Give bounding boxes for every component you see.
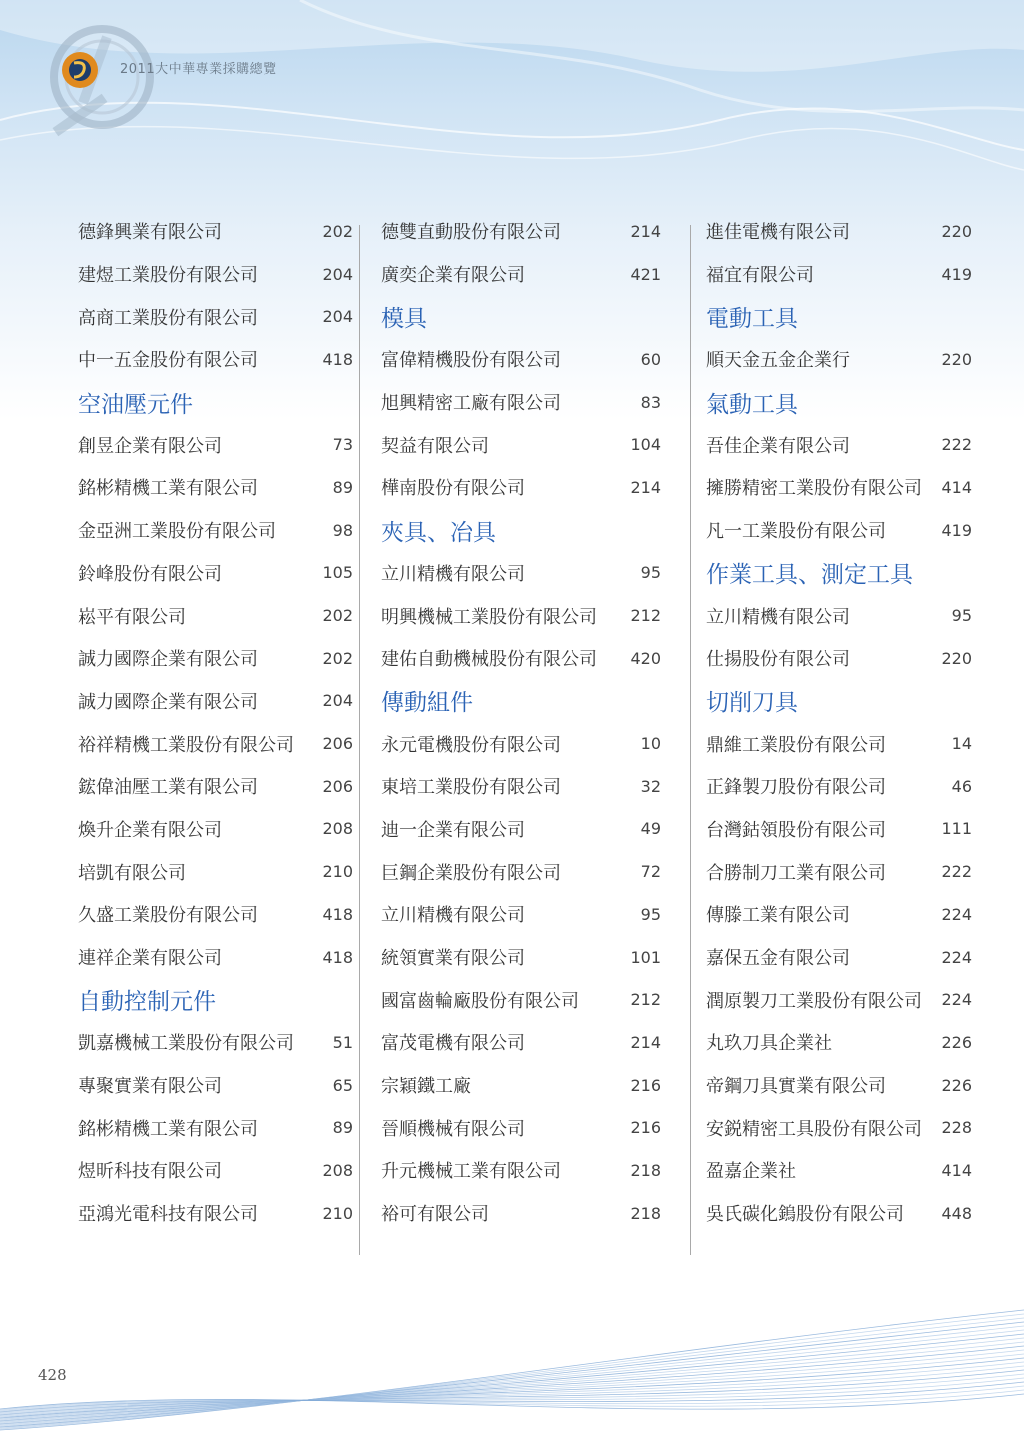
company-name: 安鋭精密工具股份有限公司	[706, 1118, 922, 1140]
index-entry	[381, 423, 661, 466]
page-reference: 49	[640, 819, 661, 839]
index-entry	[381, 594, 661, 637]
footer-wave-line	[0, 1350, 1024, 1420]
index-entry	[381, 722, 661, 765]
index-entry	[78, 295, 353, 338]
company-name: 中一五金股份有限公司	[78, 350, 258, 372]
index-entry	[78, 1106, 353, 1149]
company-name: 盈嘉企業社	[706, 1161, 796, 1183]
page-reference: 14	[951, 734, 972, 754]
page-reference: 105	[322, 563, 353, 583]
page-reference: 89	[332, 477, 353, 497]
page-reference: 421	[630, 264, 661, 284]
index-entry	[706, 466, 972, 509]
index-entry	[706, 936, 972, 979]
index-entry	[78, 552, 353, 595]
company-name: 久盛工業股份有限公司	[78, 905, 258, 927]
page-reference: 228	[941, 1118, 972, 1138]
company-name: 建佑自動機械股份有限公司	[381, 649, 597, 671]
index-entry	[381, 1064, 661, 1107]
company-name: 傳滕工業有限公司	[706, 905, 850, 927]
page-reference: 206	[322, 776, 353, 796]
company-name: 旭興精密工廠有限公司	[381, 393, 561, 415]
index-entry	[706, 893, 972, 936]
index-entry	[78, 1192, 353, 1235]
page-reference: 202	[322, 648, 353, 668]
company-name: 統領實業有限公司	[381, 948, 525, 970]
page-reference: 226	[941, 1032, 972, 1052]
page-reference: 224	[941, 990, 972, 1010]
company-name: 培凱有限公司	[78, 862, 186, 884]
column-divider	[359, 225, 360, 1255]
index-entry	[78, 210, 353, 253]
company-name: 合勝制刀工業有限公司	[706, 862, 886, 884]
page-reference: 218	[630, 1203, 661, 1223]
company-name: 擁勝精密工業股份有限公司	[706, 478, 922, 500]
index-entry	[381, 1192, 661, 1235]
category-heading: 模具	[381, 306, 427, 333]
index-entry	[706, 1192, 972, 1235]
company-name: 進佳電機有限公司	[706, 222, 850, 244]
page-reference: 214	[630, 477, 661, 497]
company-name: 嘉保五金有限公司	[706, 948, 850, 970]
company-name: 崧平有限公司	[78, 606, 186, 628]
index-entry	[706, 722, 972, 765]
index-entry	[381, 1106, 661, 1149]
page-reference: 216	[630, 1118, 661, 1138]
page-reference: 419	[941, 264, 972, 284]
page-reference: 224	[941, 947, 972, 967]
company-name: 銘彬精機工業有限公司	[78, 1118, 258, 1140]
index-entry	[381, 893, 661, 936]
index-entry	[706, 808, 972, 851]
company-name: 國富齒輪廠股份有限公司	[381, 990, 579, 1012]
page-reference: 210	[322, 862, 353, 882]
page-reference: 83	[640, 392, 661, 412]
page-reference: 202	[322, 221, 353, 241]
page-reference: 73	[332, 435, 353, 455]
company-name: 仕揚股份有限公司	[706, 649, 850, 671]
page-reference: 208	[322, 819, 353, 839]
index-entry	[381, 253, 661, 296]
index-entry	[706, 210, 972, 253]
company-name: 台灣鈷領股份有限公司	[706, 819, 886, 841]
page-reference: 46	[951, 776, 972, 796]
index-column-2	[381, 210, 661, 1235]
page-reference: 226	[941, 1075, 972, 1095]
category-heading: 夾具、冶具	[381, 519, 496, 546]
page-reference: 101	[630, 947, 661, 967]
page-reference: 210	[322, 1203, 353, 1223]
index-entry	[78, 722, 353, 765]
page-reference: 32	[640, 776, 661, 796]
index-entry	[706, 253, 972, 296]
page-reference: 420	[630, 648, 661, 668]
company-name: 裕祥精機工業股份有限公司	[78, 734, 294, 756]
index-entry	[706, 594, 972, 637]
page-reference: 95	[640, 563, 661, 583]
page-reference: 418	[322, 349, 353, 369]
index-entry	[706, 978, 972, 1021]
page-reference: 218	[630, 1160, 661, 1180]
category-heading: 傳動組件	[381, 690, 473, 717]
company-name: 立川精機有限公司	[381, 905, 525, 927]
company-name: 立川精機有限公司	[381, 563, 525, 585]
page-reference: 111	[941, 819, 972, 839]
company-name: 專聚實業有限公司	[78, 1076, 222, 1098]
company-name: 鼎維工業股份有限公司	[706, 734, 886, 756]
page-reference: 448	[941, 1203, 972, 1223]
index-entry	[78, 936, 353, 979]
index-entry	[381, 466, 661, 509]
category-heading: 氣動工具	[706, 391, 798, 418]
page-reference: 10	[640, 734, 661, 754]
company-name: 誠力國際企業有限公司	[78, 691, 258, 713]
company-name: 契益有限公司	[381, 435, 489, 457]
index-entry	[78, 1149, 353, 1192]
index-entry	[78, 680, 353, 723]
index-entry	[706, 338, 972, 381]
index-entry	[78, 253, 353, 296]
page-reference: 222	[941, 435, 972, 455]
category-heading: 空油壓元件	[78, 391, 193, 418]
company-name: 富茂電機有限公司	[381, 1033, 525, 1055]
index-entry	[381, 381, 661, 424]
index-entry	[381, 637, 661, 680]
page-reference: 220	[941, 648, 972, 668]
company-name: 連祥企業有限公司	[78, 948, 222, 970]
page-reference: 208	[322, 1160, 353, 1180]
category-heading: 電動工具	[706, 306, 798, 333]
index-entry	[78, 338, 353, 381]
page-reference: 51	[332, 1032, 353, 1052]
page-reference: 214	[630, 1032, 661, 1052]
company-name: 創昱企業有限公司	[78, 435, 222, 457]
footer-wave-decoration	[0, 1290, 1024, 1437]
company-name: 東培工業股份有限公司	[381, 777, 561, 799]
page-reference: 206	[322, 734, 353, 754]
index-entry	[381, 850, 661, 893]
company-name: 煜昕科技有限公司	[78, 1161, 222, 1183]
company-name: 建煜工業股份有限公司	[78, 265, 258, 287]
category-heading: 自動控制元件	[78, 989, 216, 1016]
company-name: 富偉精機股份有限公司	[381, 350, 561, 372]
index-entry	[78, 1064, 353, 1107]
index-entry	[706, 423, 972, 466]
index-entry	[78, 1021, 353, 1064]
page-reference: 419	[941, 520, 972, 540]
index-entry	[78, 423, 353, 466]
index-entry	[381, 338, 661, 381]
index-entry	[381, 1021, 661, 1064]
company-name: 廣奕企業有限公司	[381, 265, 525, 287]
column-divider	[690, 225, 691, 1255]
publication-title: 2011大中華專業採購總覽	[120, 62, 277, 77]
company-name: 巨鋼企業股份有限公司	[381, 862, 561, 884]
index-entry	[381, 210, 661, 253]
index-entry	[706, 637, 972, 680]
company-name: 德雙直動股份有限公司	[381, 222, 561, 244]
index-column-1	[78, 210, 353, 1235]
index-entry	[78, 466, 353, 509]
gear-wrench-logo-icon	[30, 15, 160, 145]
company-name: 宗穎鐵工廠	[381, 1076, 471, 1098]
company-name: 凱嘉機械工業股份有限公司	[78, 1033, 294, 1055]
page-reference: 104	[630, 435, 661, 455]
company-name: 吳氏碳化鎢股份有限公司	[706, 1204, 904, 1226]
index-entry	[381, 765, 661, 808]
index-entry	[706, 850, 972, 893]
page-number: 428	[38, 1366, 67, 1384]
page-reference: 220	[941, 221, 972, 241]
page-reference: 95	[951, 606, 972, 626]
index-entry	[706, 1021, 972, 1064]
company-name: 亞鴻光電科技有限公司	[78, 1204, 258, 1226]
company-name: 金亞洲工業股份有限公司	[78, 521, 276, 543]
index-entry	[78, 594, 353, 637]
company-name: 丸玖刀具企業社	[706, 1033, 832, 1055]
company-name: 高商工業股份有限公司	[78, 307, 258, 329]
page-reference: 418	[322, 947, 353, 967]
company-name: 鈴峰股份有限公司	[78, 563, 222, 585]
index-entry	[78, 765, 353, 808]
company-name: 帝鋼刀具實業有限公司	[706, 1076, 886, 1098]
company-name: 鋐偉油壓工業有限公司	[78, 777, 258, 799]
page-reference: 224	[941, 904, 972, 924]
index-entry	[78, 509, 353, 552]
company-name: 順天金五金企業行	[706, 350, 850, 372]
page-reference: 414	[941, 477, 972, 497]
index-entry	[78, 850, 353, 893]
category-heading: 作業工具、測定工具	[706, 562, 913, 589]
company-name: 晉順機械有限公司	[381, 1118, 525, 1140]
company-name: 誠力國際企業有限公司	[78, 649, 258, 671]
company-name: 銘彬精機工業有限公司	[78, 478, 258, 500]
page-reference: 414	[941, 1160, 972, 1180]
page-reference: 212	[630, 990, 661, 1010]
company-name: 吾佳企業有限公司	[706, 435, 850, 457]
page-reference: 60	[640, 349, 661, 369]
company-name: 升元機械工業有限公司	[381, 1161, 561, 1183]
index-entry	[381, 978, 661, 1021]
index-entry	[78, 808, 353, 851]
company-name: 立川精機有限公司	[706, 606, 850, 628]
page-reference: 220	[941, 349, 972, 369]
page-reference: 222	[941, 862, 972, 882]
index-entry	[78, 637, 353, 680]
index-entry	[706, 1149, 972, 1192]
page-reference: 65	[332, 1075, 353, 1095]
company-name: 潤原製刀工業股份有限公司	[706, 990, 922, 1012]
page-reference: 212	[630, 606, 661, 626]
company-name: 福宜有限公司	[706, 265, 814, 287]
index-entry	[78, 893, 353, 936]
index-entry	[381, 936, 661, 979]
page-reference: 72	[640, 862, 661, 882]
company-name: 明興機械工業股份有限公司	[381, 606, 597, 628]
page-reference: 214	[630, 221, 661, 241]
page-reference: 95	[640, 904, 661, 924]
page-reference: 418	[322, 904, 353, 924]
index-entry	[381, 808, 661, 851]
company-name: 裕可有限公司	[381, 1204, 489, 1226]
category-heading: 切削刀具	[706, 690, 798, 717]
company-name: 迪一企業有限公司	[381, 819, 525, 841]
company-name: 煥升企業有限公司	[78, 819, 222, 841]
page-reference: 216	[630, 1075, 661, 1095]
index-entry	[381, 552, 661, 595]
index-entry	[706, 765, 972, 808]
index-entry	[706, 509, 972, 552]
index-entry	[706, 1106, 972, 1149]
page-reference: 202	[322, 606, 353, 626]
page-reference: 98	[332, 520, 353, 540]
company-name: 凡一工業股份有限公司	[706, 521, 886, 543]
company-name: 永元電機股份有限公司	[381, 734, 561, 756]
page-reference: 204	[322, 691, 353, 711]
index-entry	[706, 1064, 972, 1107]
company-name: 正鋒製刀股份有限公司	[706, 777, 886, 799]
index-column-3	[706, 210, 972, 1235]
company-name: 德鋒興業有限公司	[78, 222, 222, 244]
page-reference: 204	[322, 264, 353, 284]
page-reference: 204	[322, 307, 353, 327]
page-reference: 89	[332, 1118, 353, 1138]
company-name: 樺南股份有限公司	[381, 478, 525, 500]
index-entry	[381, 1149, 661, 1192]
